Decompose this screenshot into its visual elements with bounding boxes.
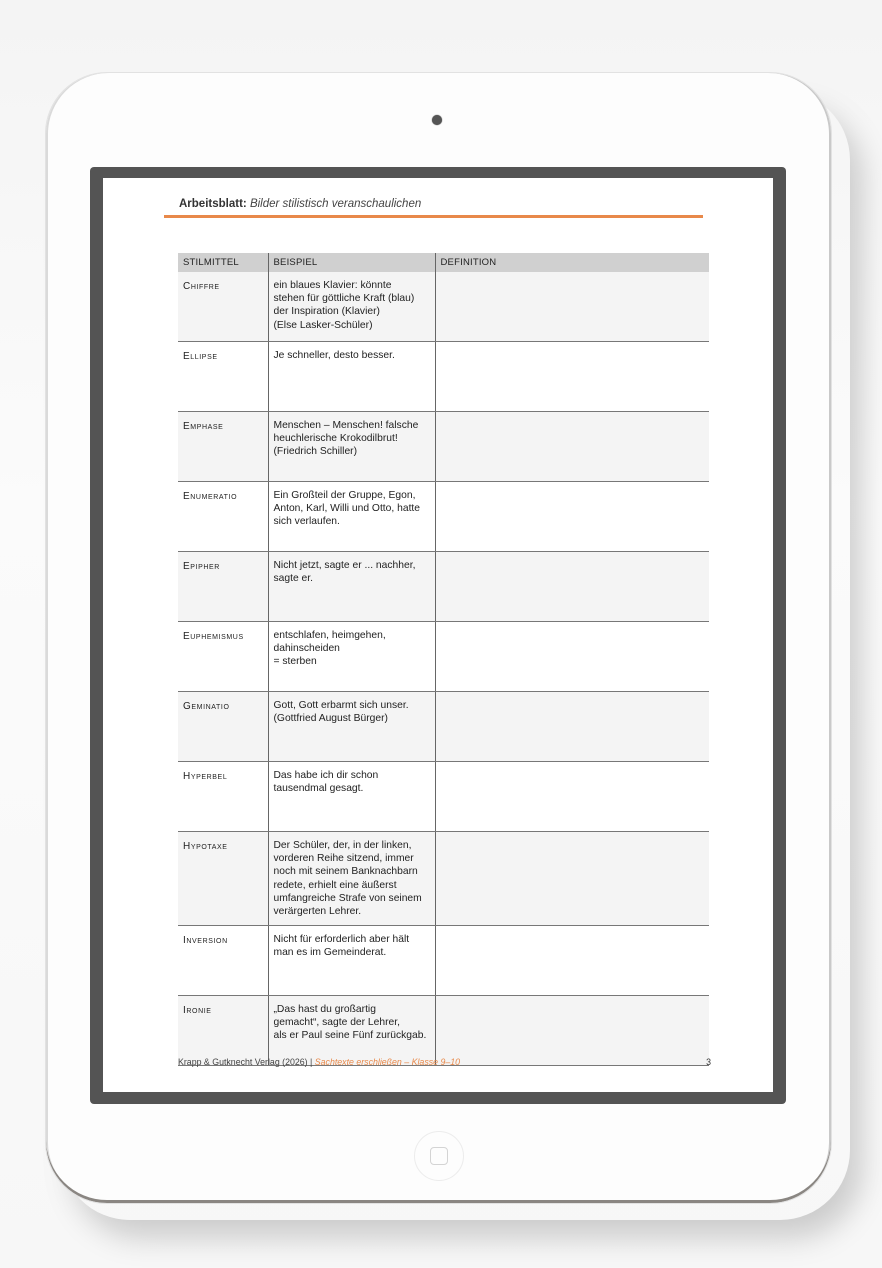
table-row (178, 926, 709, 996)
beispiel-cell: Nicht jetzt, sagte er ... nachher, sagte er. (268, 552, 435, 622)
stilmittel-cell: Chiffre (178, 272, 268, 342)
beispiel-cell: Ein Großteil der Gruppe, Egon, Anton, Karl, Willi und Otto, hatte sich verlaufen. (268, 482, 435, 552)
stilmittel-cell: Hypotaxe (178, 832, 268, 926)
page-number: 3 (706, 1057, 711, 1067)
beispiel-cell: entschlafen, heimgehen, dahinscheiden = sterben (268, 622, 435, 692)
beispiel-cell: „Das hast du großartig gemacht“, sagte der Lehrer, als er Paul seine Fünf zurückgab. (268, 996, 435, 1066)
stilmittel-cell: Inversion (178, 926, 268, 996)
table-row (178, 412, 709, 482)
camera-icon (432, 115, 442, 125)
worksheet-title-label: Arbeitsblatt: (179, 198, 247, 210)
definition-cell[interactable] (435, 926, 709, 996)
table-row (178, 482, 709, 552)
definition-cell[interactable] (435, 832, 709, 926)
table-row (178, 552, 709, 622)
stilmittel-cell: Emphase (178, 412, 268, 482)
document-page[interactable] (103, 178, 773, 1092)
stylistic-devices-table (178, 253, 709, 1066)
table-row (178, 622, 709, 692)
beispiel-cell: Nicht für erforderlich aber hält man es im Gemeinderat. (268, 926, 435, 996)
beispiel-cell: Das habe ich dir schon tausendmal gesagt. (268, 762, 435, 832)
stilmittel-cell: Hyperbel (178, 762, 268, 832)
definition-cell[interactable] (435, 762, 709, 832)
home-square-icon (430, 1147, 448, 1165)
stilmittel-cell: Enumeratio (178, 482, 268, 552)
footer-series-title: Sachtexte erschließen – Klasse 9–10 (314, 1057, 461, 1067)
page-footer (178, 1057, 713, 1067)
definition-cell[interactable] (435, 692, 709, 762)
table-row (178, 342, 709, 412)
table-row (178, 832, 709, 926)
footer-publisher: Krapp & Gutknecht Verlag (2026) | (178, 1057, 313, 1067)
header-beispiel: BEISPIEL (268, 253, 435, 272)
worksheet-title (179, 198, 421, 210)
table-row (178, 692, 709, 762)
definition-cell[interactable] (435, 622, 709, 692)
beispiel-cell: Der Schüler, der, in der linken, vorderen Reihe sitzend, immer noch mit seinem Banknachbarn redete, erhielt eine äußerst umfangreiche Strafe von seinem verärgerten Lehrer. (268, 832, 435, 926)
worksheet-title-text: Bilder stilistisch veranschaulichen (249, 198, 422, 210)
header-definition: DEFINITION (435, 253, 709, 272)
table-row (178, 272, 709, 342)
home-button[interactable] (414, 1131, 464, 1181)
beispiel-cell: Menschen – Menschen! falsche heuchlerische Krokodilbrut! (Friedrich Schiller) (268, 412, 435, 482)
stilmittel-cell: Ellipse (178, 342, 268, 412)
definition-cell[interactable] (435, 996, 709, 1066)
definition-cell[interactable] (435, 482, 709, 552)
title-underline (164, 215, 703, 218)
table-header-row (178, 253, 709, 272)
beispiel-cell: ein blaues Klavier: könnte stehen für göttliche Kraft (blau) der Inspiration (Klavier) (Else Lasker-Schüler) (268, 272, 435, 342)
definition-cell[interactable] (435, 412, 709, 482)
header-stilmittel: STILMITTEL (178, 253, 268, 272)
stilmittel-cell: Euphemismus (178, 622, 268, 692)
stilmittel-cell: Ironie (178, 996, 268, 1066)
beispiel-cell: Je schneller, desto besser. (268, 342, 435, 412)
definition-cell[interactable] (435, 272, 709, 342)
definition-cell[interactable] (435, 342, 709, 412)
definition-cell[interactable] (435, 552, 709, 622)
stilmittel-cell: Epipher (178, 552, 268, 622)
table-row (178, 762, 709, 832)
beispiel-cell: Gott, Gott erbarmt sich unser. (Gottfried August Bürger) (268, 692, 435, 762)
table-row (178, 996, 709, 1066)
stilmittel-cell: Geminatio (178, 692, 268, 762)
